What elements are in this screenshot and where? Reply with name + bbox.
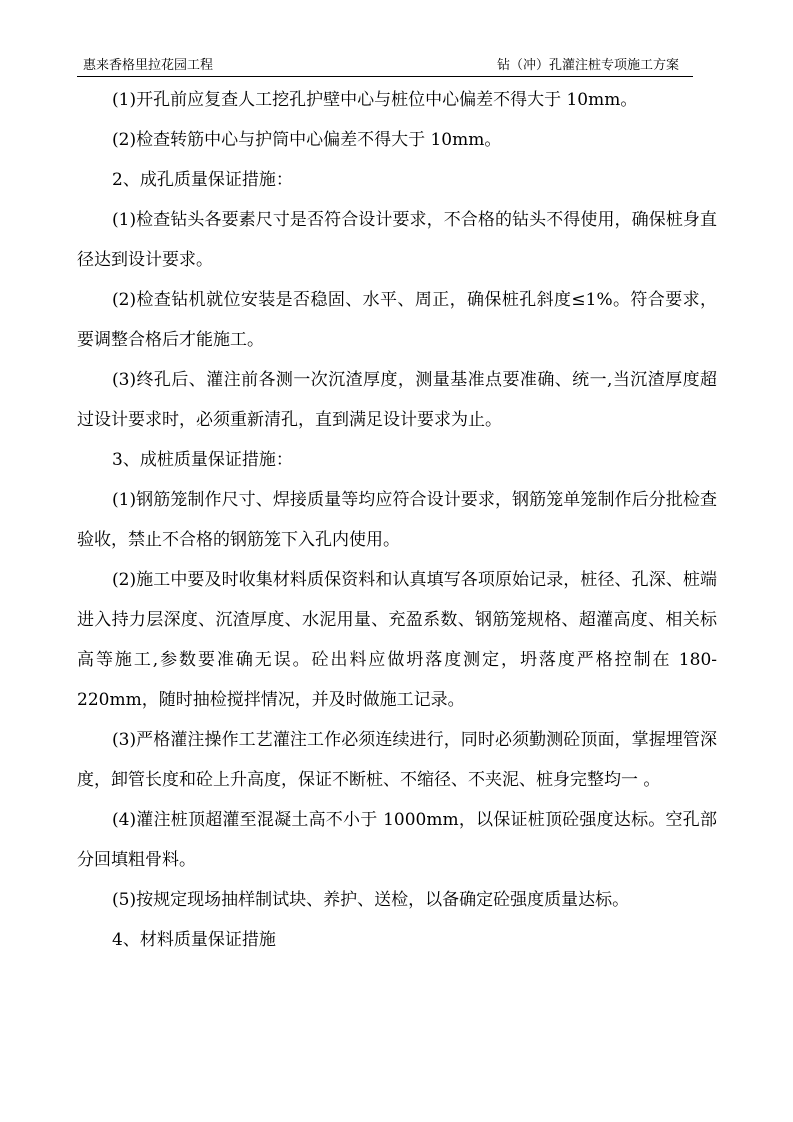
paragraph-pile-quality-4: (4)灌注桩顶超灌至混凝土高不小于 1000mm，以保证桩顶砼强度达标。空孔部分回填粗骨料。 [77,810,717,870]
paragraph-pile-quality-1: (1)钢筋笼制作尺寸、焊接质量等均应符合设计要求，钢筋笼单笼制作后分批检查验收，禁止不合格的钢筋笼下入孔内使用。 [77,490,717,550]
paragraph-hole-check-1: (1)开孔前应复查人工挖孔护壁中心与桩位中心偏差不得大于 10mm。 [112,90,638,110]
section-heading-material-quality: 4、材料质量保证措施 [112,930,276,950]
paragraph-pile-quality-3: (3)严格灌注操作工艺灌注工作必须连续进行，同时必须勤测砼顶面，掌握埋管深度，卸管长度和砼上升高度，保证不断桩、不缩径、不夹泥、桩身完整均一 。 [77,730,717,790]
paragraph-pile-quality-2: (2)施工中要及时收集材料质保资料和认真填写各项原始记录，桩径、孔深、桩端进入持力层深度、沉渣厚度、水泥用量、充盈系数、钢筋笼规格、超灌高度、相关标高等施工,参数要准确无误。砼出料应做坍落度测定，坍落度严格控制在 180-220mm，随时抽检搅拌情况，并及时做施工记录。 [77,570,717,710]
paragraph-hole-quality-2: (2)检查钻机就位安装是否稳固、水平、周正，确保桩孔斜度≤1%。符合要求，要调整合格后才能施工。 [77,290,717,350]
document-body [77,80,717,960]
paragraph-hole-check-2: (2)检查转筋中心与护筒中心偏差不得大于 10mm。 [112,130,502,150]
paragraph-hole-quality-1: (1)检查钻头各要素尺寸是否符合设计要求，不合格的钻头不得使用，确保桩身直径达到设计要求。 [77,210,717,270]
section-heading-pile-quality: 3、成桩质量保证措施： [112,450,293,470]
paragraph-pile-quality-5: (5)按规定现场抽样制试块、养护、送检，以备确定砼强度质量达标。 [112,890,630,910]
page-header [77,56,693,77]
header-project-name: 惠来香格里拉花园工程 [83,58,214,73]
section-heading-hole-quality: 2、成孔质量保证措施： [112,170,293,190]
paragraph-hole-quality-3: (3)终孔后、灌注前各测一次沉渣厚度，测量基准点要准确、统一,当沉渣厚度超过设计要求时，必须重新清孔，直到满足设计要求为止。 [77,370,717,430]
header-document-title: 钻（冲）孔灌注桩专项施工方案 [496,58,679,73]
